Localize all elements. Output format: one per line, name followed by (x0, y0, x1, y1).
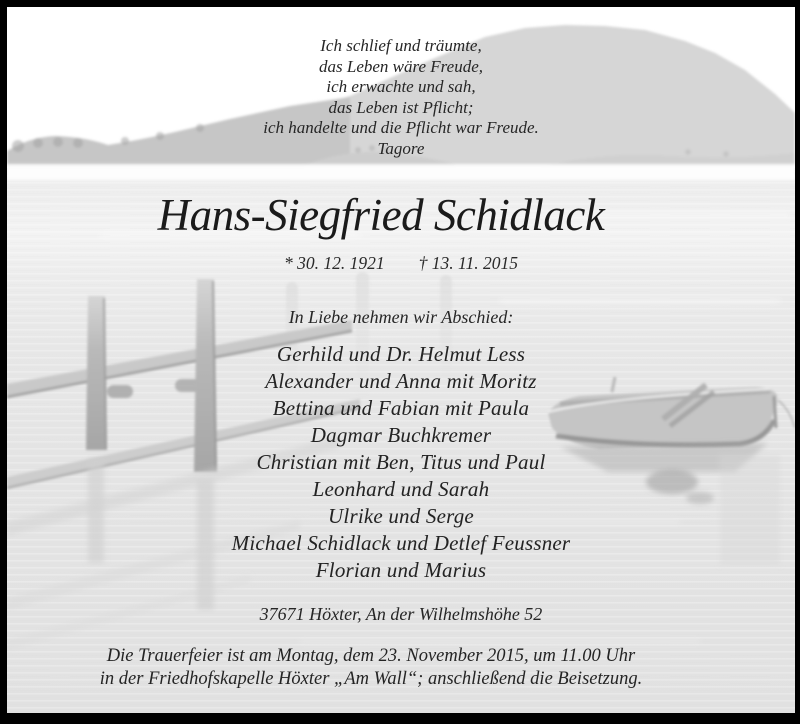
mourners-list (7, 341, 795, 584)
mourner-line: Bettina und Fabian mit Paula (272, 396, 530, 420)
funeral-info-line: Die Trauerfeier ist am Montag, dem 23. November 2015, um 11.00 Uhr (106, 646, 636, 666)
mourner-line: Ulrike und Serge (328, 504, 474, 528)
mourner-line: Alexander und Anna mit Moritz (265, 369, 537, 393)
death-date-value: 13. 11. 2015 (431, 253, 518, 273)
birth-date-value: 30. 12. 1921 (297, 253, 385, 273)
family-address: 37671 Höxter, An der Wilhelmshöhe 52 (259, 604, 543, 624)
poem-line: ich handelte und die Pflicht war Freude. (263, 118, 539, 137)
death-date (419, 253, 518, 273)
poem-line: Ich schlief und träumte, (320, 36, 482, 55)
mourner-line: Christian mit Ben, Titus und Paul (256, 450, 546, 474)
mourner-line: Michael Schidlack und Detlef Feussner (231, 531, 571, 555)
deceased-name: Hans-Siegfried Schidlack (157, 190, 605, 240)
poem-attribution: Tagore (377, 138, 425, 158)
mourner-line: Dagmar Buchkremer (310, 423, 492, 447)
poem-line: das Leben ist Pflicht; (328, 97, 474, 117)
poem-line: das Leben wäre Freude, (319, 56, 483, 76)
farewell-line: In Liebe nehmen wir Abschied: (288, 307, 514, 327)
birth-date (284, 253, 385, 273)
obituary-text (7, 7, 795, 713)
mourner-line: Florian und Marius (315, 558, 487, 582)
mourner-line: Gerhild und Dr. Helmut Less (276, 342, 526, 366)
funeral-info-line: in der Friedhofskapelle Höxter „Am Wall“; anschließend die Beisetzung. (99, 669, 643, 689)
birth-star-icon: * (284, 253, 293, 273)
mourner-line: Leonhard und Sarah (312, 477, 490, 501)
poem-line: ich erwachte und sah, (326, 77, 476, 96)
death-cross-icon: † (418, 253, 428, 273)
funeral-information (7, 645, 765, 691)
memorial-poem (7, 36, 795, 159)
obituary-page (7, 7, 795, 713)
life-dates (7, 253, 795, 274)
